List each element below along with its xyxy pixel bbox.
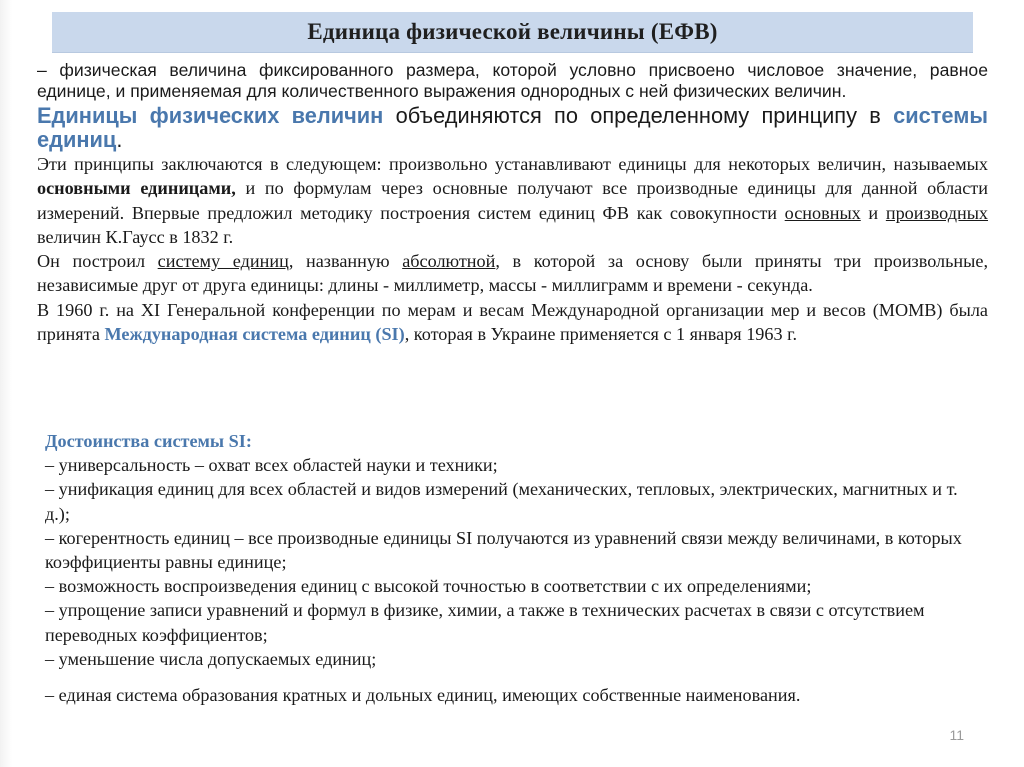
term-si: Международная система единиц (SI) bbox=[104, 324, 405, 345]
text-fragment: объединяются по определенному принципу в bbox=[383, 103, 894, 128]
si-adoption-paragraph bbox=[37, 298, 988, 347]
advantages-list bbox=[45, 429, 985, 707]
text-fragment: и по формулам через основные получают все производные единицы для данной области измерений. Впервые предложил методику построения систем единиц ФВ как совокупности bbox=[37, 178, 988, 223]
list-item: – уменьшение числа допускаемых единиц; bbox=[45, 648, 377, 669]
underlined-derived: производных bbox=[885, 202, 989, 223]
list-item: – упрощение записи уравнений и формул в физике, химии, а также в технических расчетах в связи с отсутствием переводных коэффициентов; bbox=[45, 600, 925, 645]
main-content bbox=[37, 60, 988, 346]
title-bar bbox=[52, 12, 973, 53]
term-systems: системы единиц bbox=[37, 103, 988, 152]
slide-title: Единица физической величины (ЕФВ) bbox=[307, 19, 718, 44]
term-base-units: основными единицами, bbox=[37, 178, 236, 199]
text-fragment: , которая в Украине применяется с 1 января 1963 г. bbox=[404, 324, 798, 345]
list-item: – когерентность единиц – все производные единицы SI получаются из уравнений связи между величинами, в которых коэффициенты равны единице; bbox=[45, 527, 962, 573]
text-fragment: и bbox=[860, 202, 886, 223]
gauss-paragraph bbox=[37, 249, 988, 298]
underlined-unit-system: систему единиц bbox=[157, 251, 289, 272]
list-item: – унификация единиц для всех областей и видов измерений (механических, тепловых, электрических, магнитных и т. д.); bbox=[45, 479, 958, 524]
text-fragment: В 1960 г. на XI Генеральной конференции по мерам и весам Международной организации мер и весов (МОМВ) была принята bbox=[37, 299, 988, 345]
text-fragment: . bbox=[116, 127, 123, 152]
slide-edge-shadow bbox=[0, 0, 12, 767]
list-item: – универсальность – охват всех областей науки и техники; bbox=[45, 455, 498, 476]
advantages-heading: Достоинства системы SI: bbox=[45, 431, 252, 451]
term-units: Единицы физических величин bbox=[37, 103, 384, 128]
text-fragment: , в которой за основу были приняты три произвольные, независимые друг от друга единицы: длины - миллиметр, массы - миллиграмм и времени - секунда. bbox=[37, 251, 989, 296]
text-fragment: , названную bbox=[288, 251, 403, 272]
list-item: – единая система образования кратных и дольных единиц, имеющих собственные наименования. bbox=[45, 685, 801, 706]
text-fragment: величин К.Гаусс в 1832 г. bbox=[37, 226, 234, 247]
principles-paragraph bbox=[37, 152, 988, 249]
text-fragment: Эти принципы заключаются в следующем: произвольно устанавливают единицы для некоторых величин, называемых bbox=[37, 154, 988, 174]
principles-block bbox=[37, 152, 988, 346]
units-systems-paragraph bbox=[37, 104, 988, 152]
text-fragment: Он построил bbox=[37, 251, 158, 272]
page-number: 11 bbox=[949, 727, 964, 743]
underlined-absolute: абсолютной bbox=[402, 251, 496, 272]
list-item: – возможность воспроизведения единиц с высокой точностью в соответствии с их определениями; bbox=[45, 576, 812, 597]
definition-paragraph: – физическая величина фиксированного размера, которой условно присвоено числовое значение, равное единице, и применяемая для количественного выражения однородных с ней физических величин. bbox=[37, 60, 988, 101]
underlined-base: основных bbox=[784, 202, 861, 223]
